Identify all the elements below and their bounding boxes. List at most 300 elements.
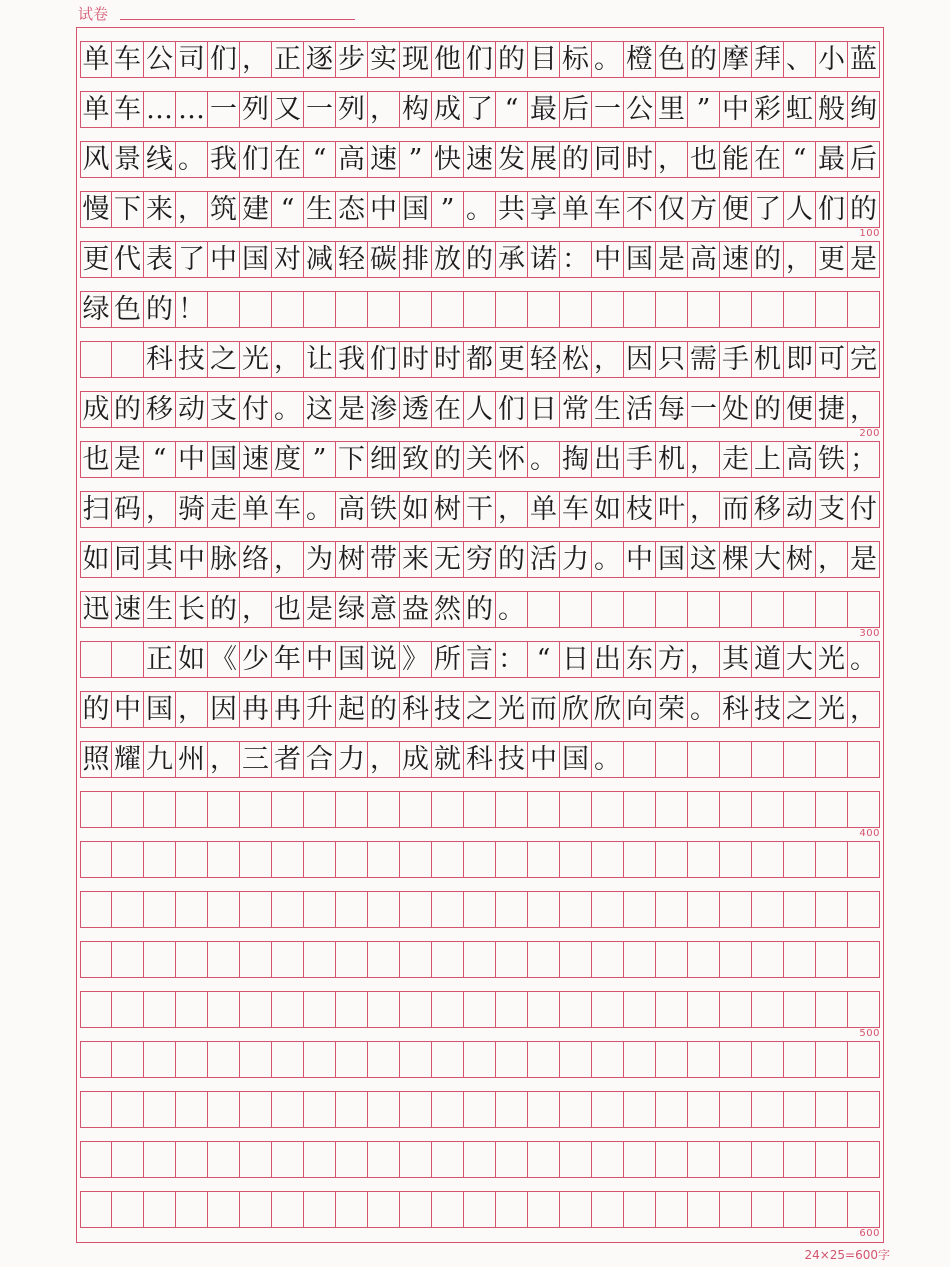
grid-cell (720, 892, 752, 927)
grid-cell (368, 842, 400, 877)
grid-cell (464, 292, 496, 327)
grid-cell (304, 1192, 336, 1227)
grid-cell: 逐 (304, 42, 336, 77)
grid-cell (240, 942, 272, 977)
grid-cell: 对 (272, 242, 304, 277)
grid-cell: 技 (496, 742, 528, 777)
grid-cell: 即 (784, 342, 816, 377)
grid-cell (720, 1042, 752, 1077)
grid-cell: 耀 (112, 742, 144, 777)
grid-cell: 也 (80, 442, 112, 477)
name-underline (120, 19, 355, 20)
grid-cell (112, 842, 144, 877)
grid-cell: 。 (528, 442, 560, 477)
grid-row (80, 641, 880, 678)
grid-cell: 日 (528, 392, 560, 427)
grid-cell: 可 (816, 342, 848, 377)
grid-cell: 支 (208, 392, 240, 427)
grid-cell: 少 (240, 642, 272, 677)
grid-cell (752, 792, 784, 827)
grid-cell: 因 (208, 692, 240, 727)
grid-cell: 同 (592, 142, 624, 177)
grid-cell (656, 842, 688, 877)
grid-cell: ， (368, 742, 400, 777)
grid-cell (496, 792, 528, 827)
grid-cell: 的 (464, 242, 496, 277)
grid-cell: 共 (496, 192, 528, 227)
grid-cell (304, 892, 336, 927)
grid-cell: 透 (400, 392, 432, 427)
grid-cell: 的 (208, 592, 240, 627)
grid-cell (784, 792, 816, 827)
grid-cell (624, 1142, 656, 1177)
grid-cell: 司 (176, 42, 208, 77)
grid-cell (656, 1142, 688, 1177)
grid-cell (592, 1092, 624, 1127)
grid-cell: 正 (272, 42, 304, 77)
grid-cell: 们 (240, 142, 272, 177)
grid-cell (816, 892, 848, 927)
grid-cell (560, 842, 592, 877)
grid-cell: 光 (816, 692, 848, 727)
grid-row (80, 1091, 880, 1128)
word-count-marker: 200 (859, 428, 880, 439)
grid-cell (208, 1092, 240, 1127)
grid-cell (144, 842, 176, 877)
grid-cell: 向 (624, 692, 656, 727)
grid-cell: 时 (400, 342, 432, 377)
grid-cell (272, 292, 304, 327)
grid-cell: “ (144, 442, 176, 477)
grid-cell (432, 992, 464, 1027)
grid-cell (176, 792, 208, 827)
grid-cell (528, 792, 560, 827)
grid-cell: 单 (240, 492, 272, 527)
grid-cell: 国 (144, 692, 176, 727)
word-count-marker: 400 (859, 828, 880, 839)
grid-cell: 是 (656, 242, 688, 277)
grid-cell: 扫 (80, 492, 112, 527)
grid-cell: 我 (336, 342, 368, 377)
grid-cell: ， (688, 492, 720, 527)
grid-cell (624, 1042, 656, 1077)
grid-cell: 中 (176, 542, 208, 577)
grid-cell: 致 (400, 442, 432, 477)
grid-cell: 。 (848, 642, 880, 677)
grid-cell (208, 1142, 240, 1177)
grid-cell (624, 592, 656, 627)
grid-cell: 单 (80, 42, 112, 77)
grid-cell: 所 (432, 642, 464, 677)
grid-cell: 合 (304, 742, 336, 777)
grid-cell (496, 1192, 528, 1227)
grid-cell (464, 942, 496, 977)
grid-row (80, 341, 880, 378)
grid-cell (528, 292, 560, 327)
grid-cell (240, 992, 272, 1027)
grid-row (80, 691, 880, 728)
grid-cell: 铁 (368, 492, 400, 527)
grid-cell (848, 592, 880, 627)
grid-cell: 中 (176, 442, 208, 477)
grid-cell: 九 (144, 742, 176, 777)
grid-cell (176, 1142, 208, 1177)
grid-cell: 的 (688, 42, 720, 77)
grid-cell: 又 (272, 92, 304, 127)
grid-cell: 们 (208, 42, 240, 77)
grid-cell: 色 (656, 42, 688, 77)
grid-cell: 中 (624, 542, 656, 577)
grid-cell (144, 1042, 176, 1077)
grid-cell (624, 292, 656, 327)
grid-cell (368, 1142, 400, 1177)
grid-cell (400, 1092, 432, 1127)
grid-cell: 三 (240, 742, 272, 777)
grid-cell: 高 (336, 492, 368, 527)
grid-cell: 都 (464, 342, 496, 377)
grid-cell (592, 992, 624, 1027)
grid-cell (80, 842, 112, 877)
grid-cell: 光 (496, 692, 528, 727)
grid-cell: 。 (592, 742, 624, 777)
grid-cell: 中 (592, 242, 624, 277)
grid-cell (848, 792, 880, 827)
grid-cell (528, 1142, 560, 1177)
grid-cell: ， (144, 492, 176, 527)
grid-cell: 国 (400, 192, 432, 227)
grid-cell (464, 1142, 496, 1177)
grid-cell: 照 (80, 742, 112, 777)
grid-cell (208, 292, 240, 327)
grid-cell: 如 (176, 642, 208, 677)
grid-cell: “ (496, 92, 528, 127)
grid-cell: “ (304, 142, 336, 177)
grid-cell: 就 (432, 742, 464, 777)
grid-cell (336, 842, 368, 877)
grid-cell (112, 892, 144, 927)
grid-cell: 升 (304, 692, 336, 727)
grid-cell: 》 (400, 642, 432, 677)
grid-cell (336, 292, 368, 327)
grid-cell: 欣 (560, 692, 592, 727)
grid-cell (784, 892, 816, 927)
grid-cell: 生 (304, 192, 336, 227)
grid-cell (272, 942, 304, 977)
grid-cell (272, 892, 304, 927)
grid-cell (784, 842, 816, 877)
grid-cell (688, 842, 720, 877)
grid-cell: 成 (80, 392, 112, 427)
grid-cell: 下 (112, 192, 144, 227)
grid-cell: 这 (304, 392, 336, 427)
grid-cell (208, 1192, 240, 1227)
grid-cell: 络 (240, 542, 272, 577)
grid-cell: 的 (432, 442, 464, 477)
grid-cell (496, 842, 528, 877)
grid-cell: 的 (560, 142, 592, 177)
grid-cell: ” (688, 92, 720, 127)
grid-cell: ” (400, 142, 432, 177)
grid-cell (848, 742, 880, 777)
grid-capacity-note: 24×25=600字 (804, 1248, 890, 1262)
grid-cell: 科 (144, 342, 176, 377)
grid-cell (592, 942, 624, 977)
grid-cell: 也 (688, 142, 720, 177)
grid-cell: “ (784, 142, 816, 177)
grid-cell: 一 (304, 92, 336, 127)
grid-cell: 处 (720, 392, 752, 427)
grid-cell (208, 992, 240, 1027)
grid-cell (816, 942, 848, 977)
grid-cell (336, 1042, 368, 1077)
grid-cell: 快 (432, 142, 464, 177)
grid-cell: 大 (752, 542, 784, 577)
grid-cell (304, 842, 336, 877)
grid-cell: 移 (144, 392, 176, 427)
grid-cell (560, 1092, 592, 1127)
grid-cell: 车 (112, 92, 144, 127)
grid-cell: 最 (816, 142, 848, 177)
grid-cell (240, 292, 272, 327)
grid-cell (624, 842, 656, 877)
grid-cell (336, 992, 368, 1027)
grid-cell: 国 (208, 442, 240, 477)
grid-cell (592, 292, 624, 327)
grid-cell (688, 292, 720, 327)
grid-cell: 动 (784, 492, 816, 527)
grid-cell (848, 1092, 880, 1127)
grid-cell: ， (816, 542, 848, 577)
grid-cell: 的 (848, 192, 880, 227)
grid-cell (688, 1192, 720, 1227)
grid-cell (848, 892, 880, 927)
grid-cell: 完 (848, 342, 880, 377)
grid-cell: 车 (560, 492, 592, 527)
grid-cell (688, 892, 720, 927)
grid-cell: 虹 (784, 92, 816, 127)
grid-cell: 发 (496, 142, 528, 177)
grid-cell: 放 (432, 242, 464, 277)
grid-cell: ” (304, 442, 336, 477)
grid-cell: ， (176, 692, 208, 727)
grid-cell (752, 842, 784, 877)
grid-row (80, 91, 880, 128)
grid-cell (816, 742, 848, 777)
grid-cell (816, 842, 848, 877)
word-count-marker: 300 (859, 628, 880, 639)
grid-cell: 树 (784, 542, 816, 577)
grid-cell: 速 (112, 592, 144, 627)
grid-cell: 如 (592, 492, 624, 527)
grid-cell (464, 992, 496, 1027)
grid-cell (624, 1092, 656, 1127)
grid-cell (240, 1092, 272, 1127)
grid-cell: 。 (272, 392, 304, 427)
grid-cell (752, 292, 784, 327)
grid-cell (720, 842, 752, 877)
grid-row (80, 1191, 880, 1228)
grid-cell: 言 (464, 642, 496, 677)
grid-cell: 来 (144, 192, 176, 227)
grid-cell: ： (560, 242, 592, 277)
grid-cell: 的 (752, 242, 784, 277)
grid-cell (272, 1042, 304, 1077)
writing-grid (80, 41, 880, 1238)
grid-cell (656, 992, 688, 1027)
grid-cell (368, 292, 400, 327)
grid-cell (752, 592, 784, 627)
grid-cell (816, 1142, 848, 1177)
grid-cell (336, 892, 368, 927)
grid-row (80, 41, 880, 78)
grid-cell (432, 842, 464, 877)
grid-cell (784, 292, 816, 327)
grid-cell (688, 1042, 720, 1077)
grid-cell (688, 992, 720, 1027)
grid-cell: 里 (656, 92, 688, 127)
grid-cell: 支 (816, 492, 848, 527)
grid-cell (784, 1092, 816, 1127)
grid-cell: 便 (720, 192, 752, 227)
grid-cell (400, 942, 432, 977)
grid-cell (432, 292, 464, 327)
grid-cell (304, 792, 336, 827)
grid-row (80, 841, 880, 878)
grid-cell: 成 (400, 742, 432, 777)
grid-cell: 风 (80, 142, 112, 177)
grid-cell: 移 (752, 492, 784, 527)
grid-cell (400, 892, 432, 927)
grid-cell: 机 (656, 442, 688, 477)
grid-cell (336, 1192, 368, 1227)
grid-cell (112, 992, 144, 1027)
grid-cell: 是 (112, 442, 144, 477)
grid-cell: 。 (304, 492, 336, 527)
grid-cell (624, 992, 656, 1027)
grid-cell (624, 792, 656, 827)
grid-row (80, 891, 880, 928)
grid-cell (432, 1192, 464, 1227)
grid-cell (272, 792, 304, 827)
grid-cell: 更 (496, 342, 528, 377)
grid-row (80, 141, 880, 178)
grid-cell: 单 (560, 192, 592, 227)
grid-cell (624, 1192, 656, 1227)
grid-cell (848, 842, 880, 877)
grid-cell (80, 342, 112, 377)
grid-cell (112, 942, 144, 977)
grid-cell (592, 592, 624, 627)
grid-cell (208, 942, 240, 977)
grid-cell: 力 (560, 542, 592, 577)
grid-cell: ， (496, 492, 528, 527)
grid-cell: 后 (560, 92, 592, 127)
grid-cell (144, 992, 176, 1027)
grid-row (80, 441, 880, 478)
grid-cell: 更 (80, 242, 112, 277)
grid-cell: 骑 (176, 492, 208, 527)
grid-cell: 东 (624, 642, 656, 677)
grid-cell: 时 (432, 342, 464, 377)
grid-cell (816, 792, 848, 827)
grid-cell (496, 292, 528, 327)
grid-cell (496, 1042, 528, 1077)
grid-cell: 们 (496, 392, 528, 427)
grid-cell: 国 (240, 242, 272, 277)
grid-cell (400, 1192, 432, 1227)
grid-cell (176, 1192, 208, 1227)
grid-cell: 在 (432, 392, 464, 427)
grid-cell: 正 (144, 642, 176, 677)
grid-cell: 、 (784, 42, 816, 77)
grid-cell (272, 1192, 304, 1227)
grid-cell: 中 (112, 692, 144, 727)
grid-cell (720, 592, 752, 627)
grid-cell: 渗 (368, 392, 400, 427)
grid-cell: 筑 (208, 192, 240, 227)
grid-cell: 枝 (624, 492, 656, 527)
grid-cell: 构 (400, 92, 432, 127)
grid-cell: ， (688, 442, 720, 477)
grid-cell: 一 (688, 392, 720, 427)
grid-cell: 中 (528, 742, 560, 777)
grid-cell: 大 (784, 642, 816, 677)
grid-cell: 光 (240, 342, 272, 377)
grid-cell (816, 1092, 848, 1127)
grid-cell: 而 (720, 492, 752, 527)
grid-cell: 的 (144, 292, 176, 327)
grid-cell (528, 1192, 560, 1227)
grid-cell: 让 (304, 342, 336, 377)
grid-cell (560, 1192, 592, 1227)
grid-cell: 国 (336, 642, 368, 677)
grid-cell (784, 592, 816, 627)
grid-cell (144, 1142, 176, 1177)
grid-cell (176, 1092, 208, 1127)
grid-cell (176, 1042, 208, 1077)
grid-cell (656, 792, 688, 827)
grid-cell: 高 (688, 242, 720, 277)
grid-cell: 生 (144, 592, 176, 627)
grid-cell: 其 (720, 642, 752, 677)
grid-cell: 拜 (752, 42, 784, 77)
grid-cell (624, 892, 656, 927)
grid-cell (432, 1092, 464, 1127)
grid-cell: 也 (272, 592, 304, 627)
grid-cell: 力 (336, 742, 368, 777)
grid-cell: 是 (848, 242, 880, 277)
grid-cell: 景 (112, 142, 144, 177)
grid-cell (848, 1192, 880, 1227)
grid-cell: 了 (464, 92, 496, 127)
grid-cell (784, 1192, 816, 1227)
grid-cell (208, 792, 240, 827)
grid-cell: 科 (400, 692, 432, 727)
grid-cell: 绚 (848, 92, 880, 127)
grid-cell (656, 1192, 688, 1227)
grid-cell: 的 (496, 42, 528, 77)
grid-cell (368, 1092, 400, 1127)
grid-cell: 科 (720, 692, 752, 727)
grid-cell: ， (368, 92, 400, 127)
grid-cell (80, 942, 112, 977)
grid-cell: 承 (496, 242, 528, 277)
grid-cell (144, 792, 176, 827)
grid-cell (112, 1142, 144, 1177)
grid-row (80, 291, 880, 328)
grid-cell (528, 1042, 560, 1077)
grid-cell: 荣 (656, 692, 688, 727)
